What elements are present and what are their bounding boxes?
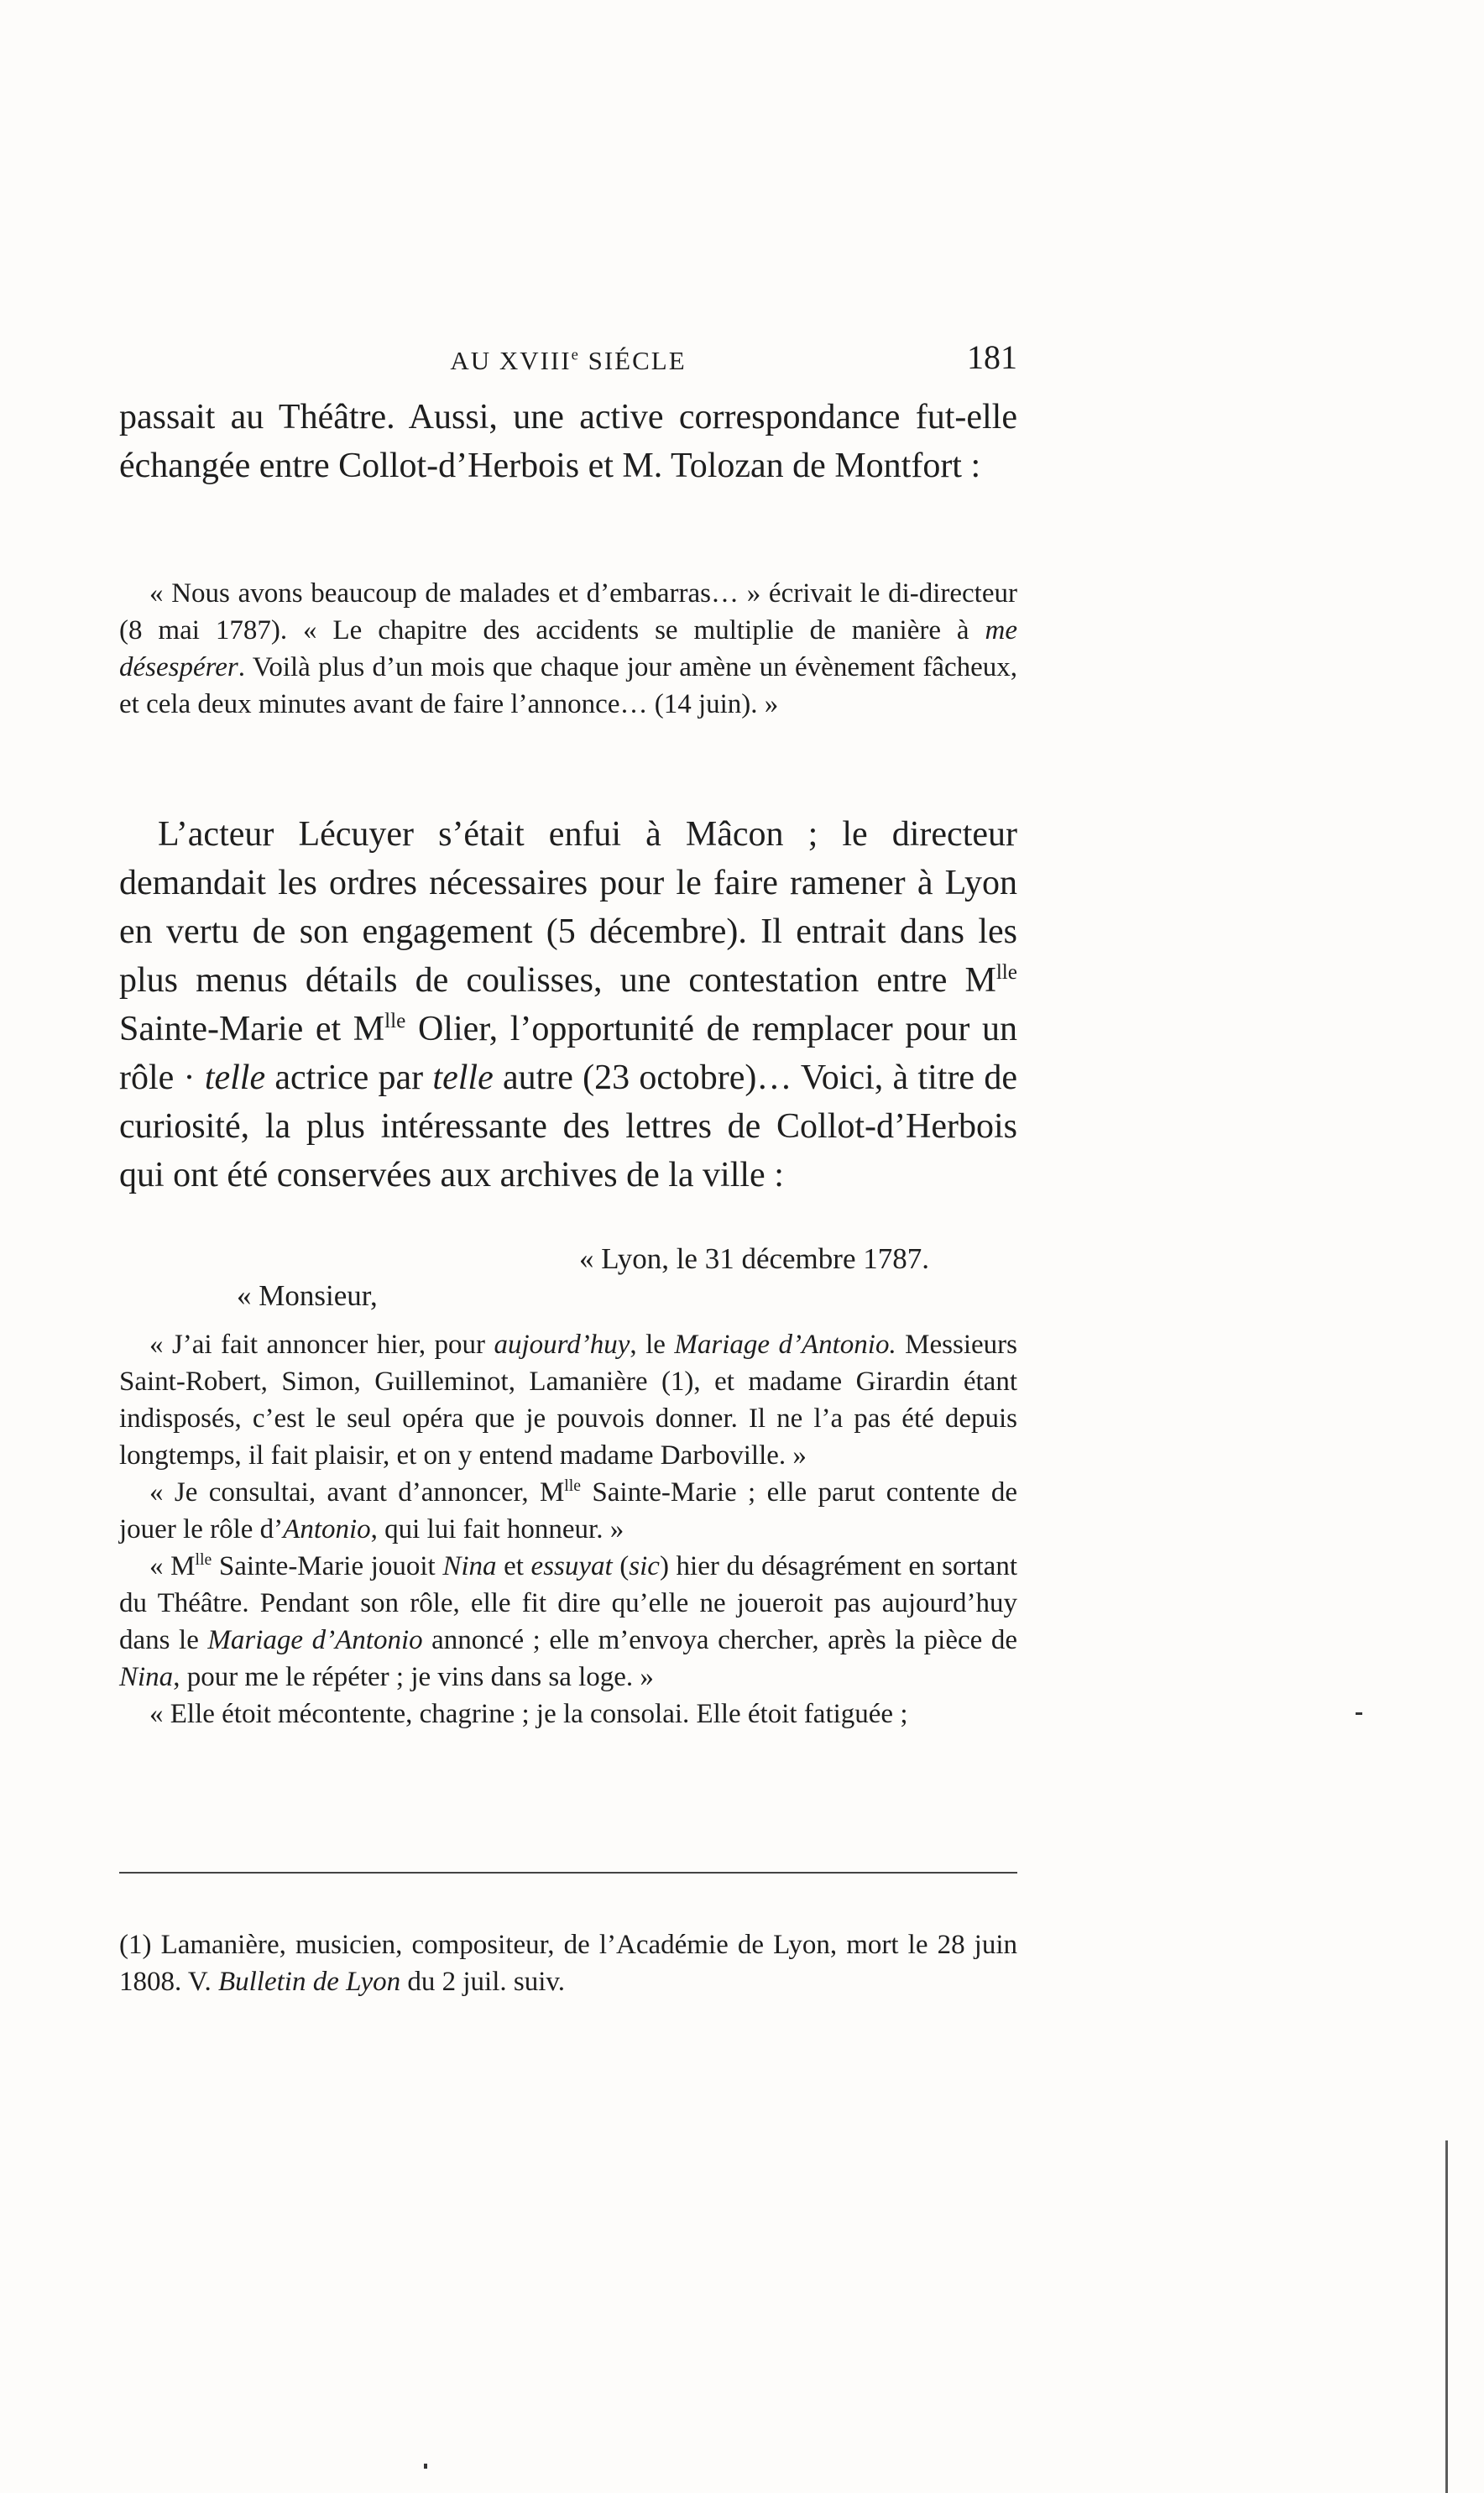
letter-paragraph: « Je consultai, avant d’annoncer, $M^{lle}$ Sainte-Marie ; elle parut contente de jouer le rôle d’Antonio, qui lui fait honneur. »	[119, 1476, 1017, 1544]
quote-block: « Nous avons beaucoup de malades et d’embarras… » écrivait le di-directeur (8 mai 1787). « Le chapitre des accidents se multiplie de manière à me désespérer. Voilà plus d’un mois que chaque jour amène un évènement fâcheux, et cela deux minutes avant de faire l’annonce… (14 juin). »	[119, 578, 1017, 719]
running-head-title: AU XVIIIe SIÉCLE	[450, 346, 687, 375]
letter-salutation: « Monsieur,	[237, 1279, 378, 1312]
paragraph-2: L’acteur Lécuyer s’était enfui à Mâcon ; le directeur demandait les ordres nécessaires pour le faire ramener à Lyon en vertu de son engagement (5 décembre). Il entrait dans les plus menus détails de coulisses, une contestation entre $M^{lle}$ Sainte-Marie et $M^{lle}$ Olier, l’opportunité de remplacer pour un rôle · telle actrice par telle autre (23 octobre)… Voici, à titre de curiosité, la plus intéressante des lettres de Collot-d’Herbois qui ont été conservées aux archives de la ville :	[119, 815, 1017, 1194]
running-head	[119, 337, 1017, 388]
letter-paragraph: « $M^{lle}$ Sainte-Marie jouoit Nina et essuyat (sic) hier du désagrément en sortant du Théâtre. Pendant son rôle, elle fit dire qu’elle ne joueroit pas aujourd’huy dans le Mariage d’Antonio annoncé ; elle m’envoya chercher, après la pièce de Nina, pour me le répéter ; je vins dans sa loge. »	[119, 1550, 1017, 1692]
page-number: 181	[967, 338, 1017, 376]
letter-paragraph: « Elle étoit mécontente, chagrine ; je la consolai. Elle étoit fatiguée ;	[149, 1699, 908, 1729]
paragraph-1: passait au Théâtre. Aussi, une active correspondance fut-elle échangée entre Collot-d’Herbois et M. Tolozan de Montfort :	[119, 398, 1017, 485]
scan-mark	[1356, 1712, 1362, 1715]
footnote: (1) Lamanière, musicien, compositeur, de l’Académie de Lyon, mort le 28 juin 1808. V. Bulletin de Lyon du 2 juil. suiv.	[119, 1930, 1017, 1997]
scan-mark	[424, 2464, 427, 2469]
letter-dateline: « Lyon, le 31 décembre 1787.	[579, 1242, 929, 1275]
letter-paragraph: « J’ai fait annoncer hier, pour aujourd’huy, le Mariage d’Antonio. Messieurs Saint-Robert, Simon, Guilleminot, Lamanière (1), et madame Girardin étant indisposés, c’est le seul opéra que je pouvois donner. Il ne l’a pas été depuis longtemps, il fait plaisir, et on y entend madame Darboville. »	[119, 1330, 1017, 1471]
scan-mark	[1445, 2140, 1448, 2493]
letter-body	[119, 1326, 1017, 1733]
footnote-rule	[119, 1872, 1017, 1874]
